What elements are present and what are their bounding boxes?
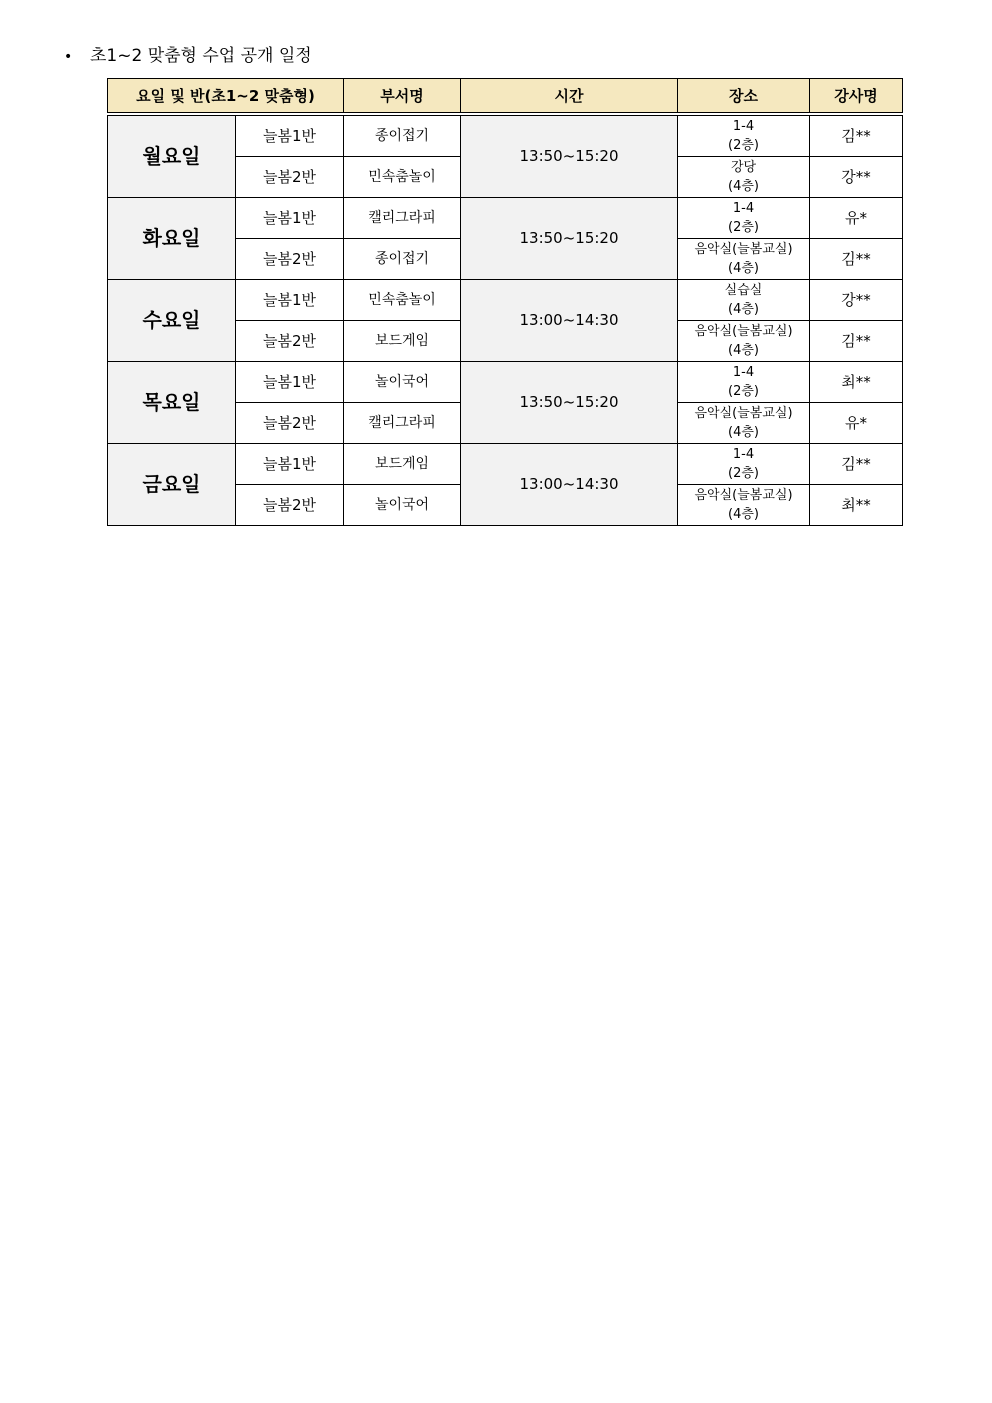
subject-cell: 민속춤놀이 — [344, 157, 461, 198]
location-cell — [678, 116, 810, 157]
schedule-table — [107, 78, 903, 526]
header-time: 시간 — [461, 79, 678, 113]
day-cell: 목요일 — [108, 362, 236, 444]
subject-cell: 캘리그라피 — [344, 198, 461, 239]
teacher-cell: 강** — [810, 157, 903, 198]
class-cell: 늘봄2반 — [236, 403, 344, 444]
header-subject: 부서명 — [344, 79, 461, 113]
subject-cell: 종이접기 — [344, 116, 461, 157]
location-cell — [678, 157, 810, 198]
location-floor: (4층) — [728, 425, 759, 440]
header-row — [108, 79, 903, 113]
location-cell — [678, 239, 810, 280]
class-cell: 늘봄2반 — [236, 157, 344, 198]
time-cell: 13:00~14:30 — [461, 280, 678, 362]
class-cell: 늘봄2반 — [236, 321, 344, 362]
subject-cell: 놀이국어 — [344, 362, 461, 403]
location-room: 1-4 — [732, 201, 755, 216]
class-cell: 늘봄1반 — [236, 116, 344, 157]
subject-cell: 보드게임 — [344, 444, 461, 485]
time-cell: 13:50~15:20 — [461, 362, 678, 444]
location-floor: (2층) — [728, 384, 759, 399]
location-room: 음악실(늘봄교실) — [694, 242, 793, 257]
location-room: 음악실(늘봄교실) — [694, 406, 793, 421]
location-cell — [678, 444, 810, 485]
teacher-cell: 김** — [810, 444, 903, 485]
table-row — [108, 198, 903, 239]
location-floor: (2층) — [728, 138, 759, 153]
class-cell: 늘봄1반 — [236, 280, 344, 321]
location-room: 음악실(늘봄교실) — [694, 488, 793, 503]
teacher-cell: 유* — [810, 403, 903, 444]
teacher-cell: 최** — [810, 362, 903, 403]
teacher-cell: 강** — [810, 280, 903, 321]
location-cell — [678, 198, 810, 239]
location-floor: (4층) — [728, 261, 759, 276]
class-cell: 늘봄2반 — [236, 485, 344, 526]
teacher-cell: 최** — [810, 485, 903, 526]
day-cell: 화요일 — [108, 198, 236, 280]
class-cell: 늘봄2반 — [236, 239, 344, 280]
class-cell: 늘봄1반 — [236, 362, 344, 403]
time-cell: 13:50~15:20 — [461, 116, 678, 198]
day-cell: 월요일 — [108, 116, 236, 198]
location-room: 강당 — [730, 160, 757, 175]
class-cell: 늘봄1반 — [236, 444, 344, 485]
schedule-heading — [64, 44, 312, 69]
location-floor: (2층) — [728, 220, 759, 235]
subject-cell: 캘리그라피 — [344, 403, 461, 444]
teacher-cell: 김** — [810, 239, 903, 280]
heading-text: 초1~2 맞춤형 수업 공개 일정 — [90, 46, 312, 66]
location-floor: (4층) — [728, 343, 759, 358]
teacher-cell: 유* — [810, 198, 903, 239]
location-cell — [678, 280, 810, 321]
teacher-cell: 김** — [810, 116, 903, 157]
time-cell: 13:50~15:20 — [461, 198, 678, 280]
subject-cell: 종이접기 — [344, 239, 461, 280]
location-room: 음악실(늘봄교실) — [694, 324, 793, 339]
subject-cell: 놀이국어 — [344, 485, 461, 526]
table-row — [108, 116, 903, 157]
location-cell — [678, 485, 810, 526]
teacher-cell: 김** — [810, 321, 903, 362]
bullet-icon: • — [64, 49, 73, 65]
location-cell — [678, 403, 810, 444]
location-cell — [678, 362, 810, 403]
subject-cell: 민속춤놀이 — [344, 280, 461, 321]
location-floor: (4층) — [728, 302, 759, 317]
location-floor: (2층) — [728, 466, 759, 481]
header-location: 장소 — [678, 79, 810, 113]
location-cell — [678, 321, 810, 362]
table-row — [108, 362, 903, 403]
header-teacher: 강사명 — [810, 79, 903, 113]
location-floor: (4층) — [728, 507, 759, 522]
location-room: 실습실 — [724, 283, 763, 298]
class-cell: 늘봄1반 — [236, 198, 344, 239]
location-floor: (4층) — [728, 179, 759, 194]
location-room: 1-4 — [732, 447, 755, 462]
table-row — [108, 444, 903, 485]
table-row — [108, 280, 903, 321]
location-room: 1-4 — [732, 365, 755, 380]
day-cell: 금요일 — [108, 444, 236, 526]
header-day-class: 요일 및 반(초1~2 맞춤형) — [108, 79, 344, 113]
time-cell: 13:00~14:30 — [461, 444, 678, 526]
day-cell: 수요일 — [108, 280, 236, 362]
location-room: 1-4 — [732, 119, 755, 134]
subject-cell: 보드게임 — [344, 321, 461, 362]
